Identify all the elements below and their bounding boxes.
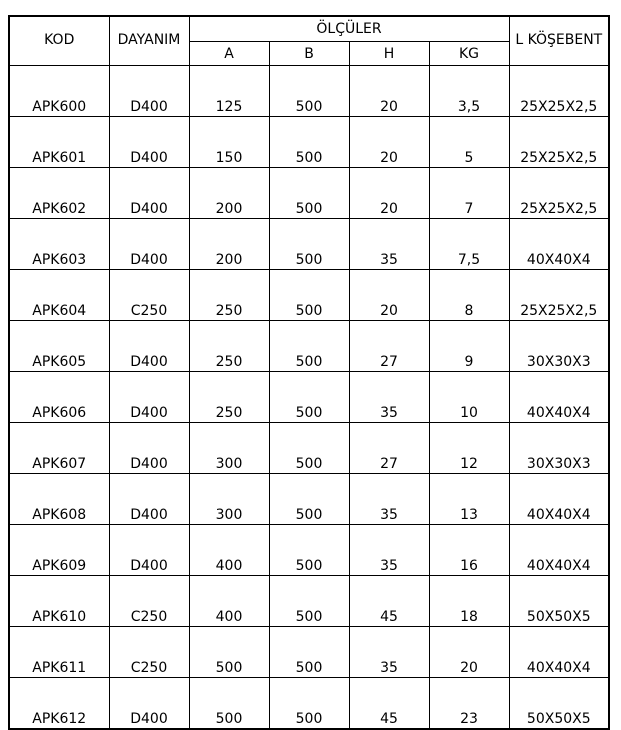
cell-b: 500 (269, 270, 349, 321)
cell-h: 20 (349, 66, 429, 117)
cell-dayanim: C250 (109, 627, 189, 678)
cell-dayanim: D400 (109, 321, 189, 372)
cell-l-kosebent: 40X40X4 (509, 525, 609, 576)
cell-dayanim: D400 (109, 219, 189, 270)
cell-kod: APK612 (9, 678, 109, 730)
header-a: A (189, 42, 269, 66)
cell-h: 35 (349, 219, 429, 270)
cell-b: 500 (269, 627, 349, 678)
cell-a: 125 (189, 66, 269, 117)
cell-dayanim: C250 (109, 270, 189, 321)
cell-a: 400 (189, 525, 269, 576)
cell-dayanim: D400 (109, 678, 189, 730)
cell-kg: 7 (429, 168, 509, 219)
cell-h: 20 (349, 117, 429, 168)
cell-kod: APK609 (9, 525, 109, 576)
cell-b: 500 (269, 678, 349, 730)
table-row (9, 321, 609, 372)
table-row (9, 219, 609, 270)
cell-a: 250 (189, 372, 269, 423)
cell-kg: 3,5 (429, 66, 509, 117)
cell-b: 500 (269, 117, 349, 168)
table-row (9, 372, 609, 423)
cell-a: 150 (189, 117, 269, 168)
table-body (9, 66, 609, 730)
table-row (9, 576, 609, 627)
cell-kg: 7,5 (429, 219, 509, 270)
header-l-kosebent: L KÖŞEBENT (509, 16, 609, 66)
cell-b: 500 (269, 66, 349, 117)
cell-h: 35 (349, 525, 429, 576)
table-row (9, 423, 609, 474)
cell-l-kosebent: 40X40X4 (509, 627, 609, 678)
table-row (9, 525, 609, 576)
cell-kod: APK605 (9, 321, 109, 372)
cell-kg: 8 (429, 270, 509, 321)
cell-a: 400 (189, 576, 269, 627)
table-row (9, 270, 609, 321)
cell-a: 500 (189, 678, 269, 730)
cell-dayanim: D400 (109, 474, 189, 525)
cell-kod: APK603 (9, 219, 109, 270)
cell-dayanim: D400 (109, 66, 189, 117)
cell-a: 250 (189, 270, 269, 321)
table-row (9, 117, 609, 168)
cell-h: 35 (349, 627, 429, 678)
header-h: H (349, 42, 429, 66)
cell-b: 500 (269, 423, 349, 474)
cell-a: 300 (189, 423, 269, 474)
cell-kg: 10 (429, 372, 509, 423)
cell-kod: APK601 (9, 117, 109, 168)
header-dayanim: DAYANIM (109, 16, 189, 66)
cell-kod: APK600 (9, 66, 109, 117)
cell-b: 500 (269, 321, 349, 372)
cell-kod: APK602 (9, 168, 109, 219)
cell-l-kosebent: 25X25X2,5 (509, 66, 609, 117)
cell-h: 20 (349, 270, 429, 321)
cell-l-kosebent: 30X30X3 (509, 321, 609, 372)
cell-b: 500 (269, 525, 349, 576)
table-row (9, 474, 609, 525)
cell-a: 250 (189, 321, 269, 372)
cell-kod: APK610 (9, 576, 109, 627)
header-olculer: ÖLÇÜLER (189, 16, 509, 42)
cell-dayanim: D400 (109, 525, 189, 576)
cell-kg: 18 (429, 576, 509, 627)
cell-h: 35 (349, 474, 429, 525)
cell-l-kosebent: 50X50X5 (509, 576, 609, 627)
product-spec-table (8, 15, 610, 730)
cell-kod: APK606 (9, 372, 109, 423)
cell-kod: APK604 (9, 270, 109, 321)
table-row (9, 678, 609, 730)
cell-l-kosebent: 25X25X2,5 (509, 270, 609, 321)
cell-a: 500 (189, 627, 269, 678)
cell-dayanim: D400 (109, 168, 189, 219)
table-row (9, 168, 609, 219)
cell-l-kosebent: 25X25X2,5 (509, 168, 609, 219)
cell-b: 500 (269, 372, 349, 423)
cell-h: 27 (349, 423, 429, 474)
cell-kg: 23 (429, 678, 509, 730)
cell-dayanim: D400 (109, 117, 189, 168)
cell-b: 500 (269, 219, 349, 270)
cell-dayanim: D400 (109, 372, 189, 423)
cell-kod: APK607 (9, 423, 109, 474)
cell-b: 500 (269, 168, 349, 219)
cell-l-kosebent: 25X25X2,5 (509, 117, 609, 168)
cell-l-kosebent: 40X40X4 (509, 372, 609, 423)
cell-kg: 9 (429, 321, 509, 372)
cell-l-kosebent: 40X40X4 (509, 219, 609, 270)
cell-b: 500 (269, 576, 349, 627)
table-row (9, 66, 609, 117)
cell-kg: 16 (429, 525, 509, 576)
header-b: B (269, 42, 349, 66)
cell-h: 45 (349, 576, 429, 627)
cell-a: 300 (189, 474, 269, 525)
cell-a: 200 (189, 219, 269, 270)
header-kg: KG (429, 42, 509, 66)
cell-kg: 12 (429, 423, 509, 474)
cell-kod: APK611 (9, 627, 109, 678)
cell-h: 45 (349, 678, 429, 730)
cell-b: 500 (269, 474, 349, 525)
cell-h: 35 (349, 372, 429, 423)
cell-h: 27 (349, 321, 429, 372)
cell-kg: 13 (429, 474, 509, 525)
cell-l-kosebent: 30X30X3 (509, 423, 609, 474)
cell-l-kosebent: 40X40X4 (509, 474, 609, 525)
cell-l-kosebent: 50X50X5 (509, 678, 609, 730)
cell-h: 20 (349, 168, 429, 219)
cell-kg: 5 (429, 117, 509, 168)
cell-a: 200 (189, 168, 269, 219)
header-kod: KOD (9, 16, 109, 66)
cell-kg: 20 (429, 627, 509, 678)
cell-dayanim: C250 (109, 576, 189, 627)
cell-dayanim: D400 (109, 423, 189, 474)
cell-kod: APK608 (9, 474, 109, 525)
table-row (9, 627, 609, 678)
